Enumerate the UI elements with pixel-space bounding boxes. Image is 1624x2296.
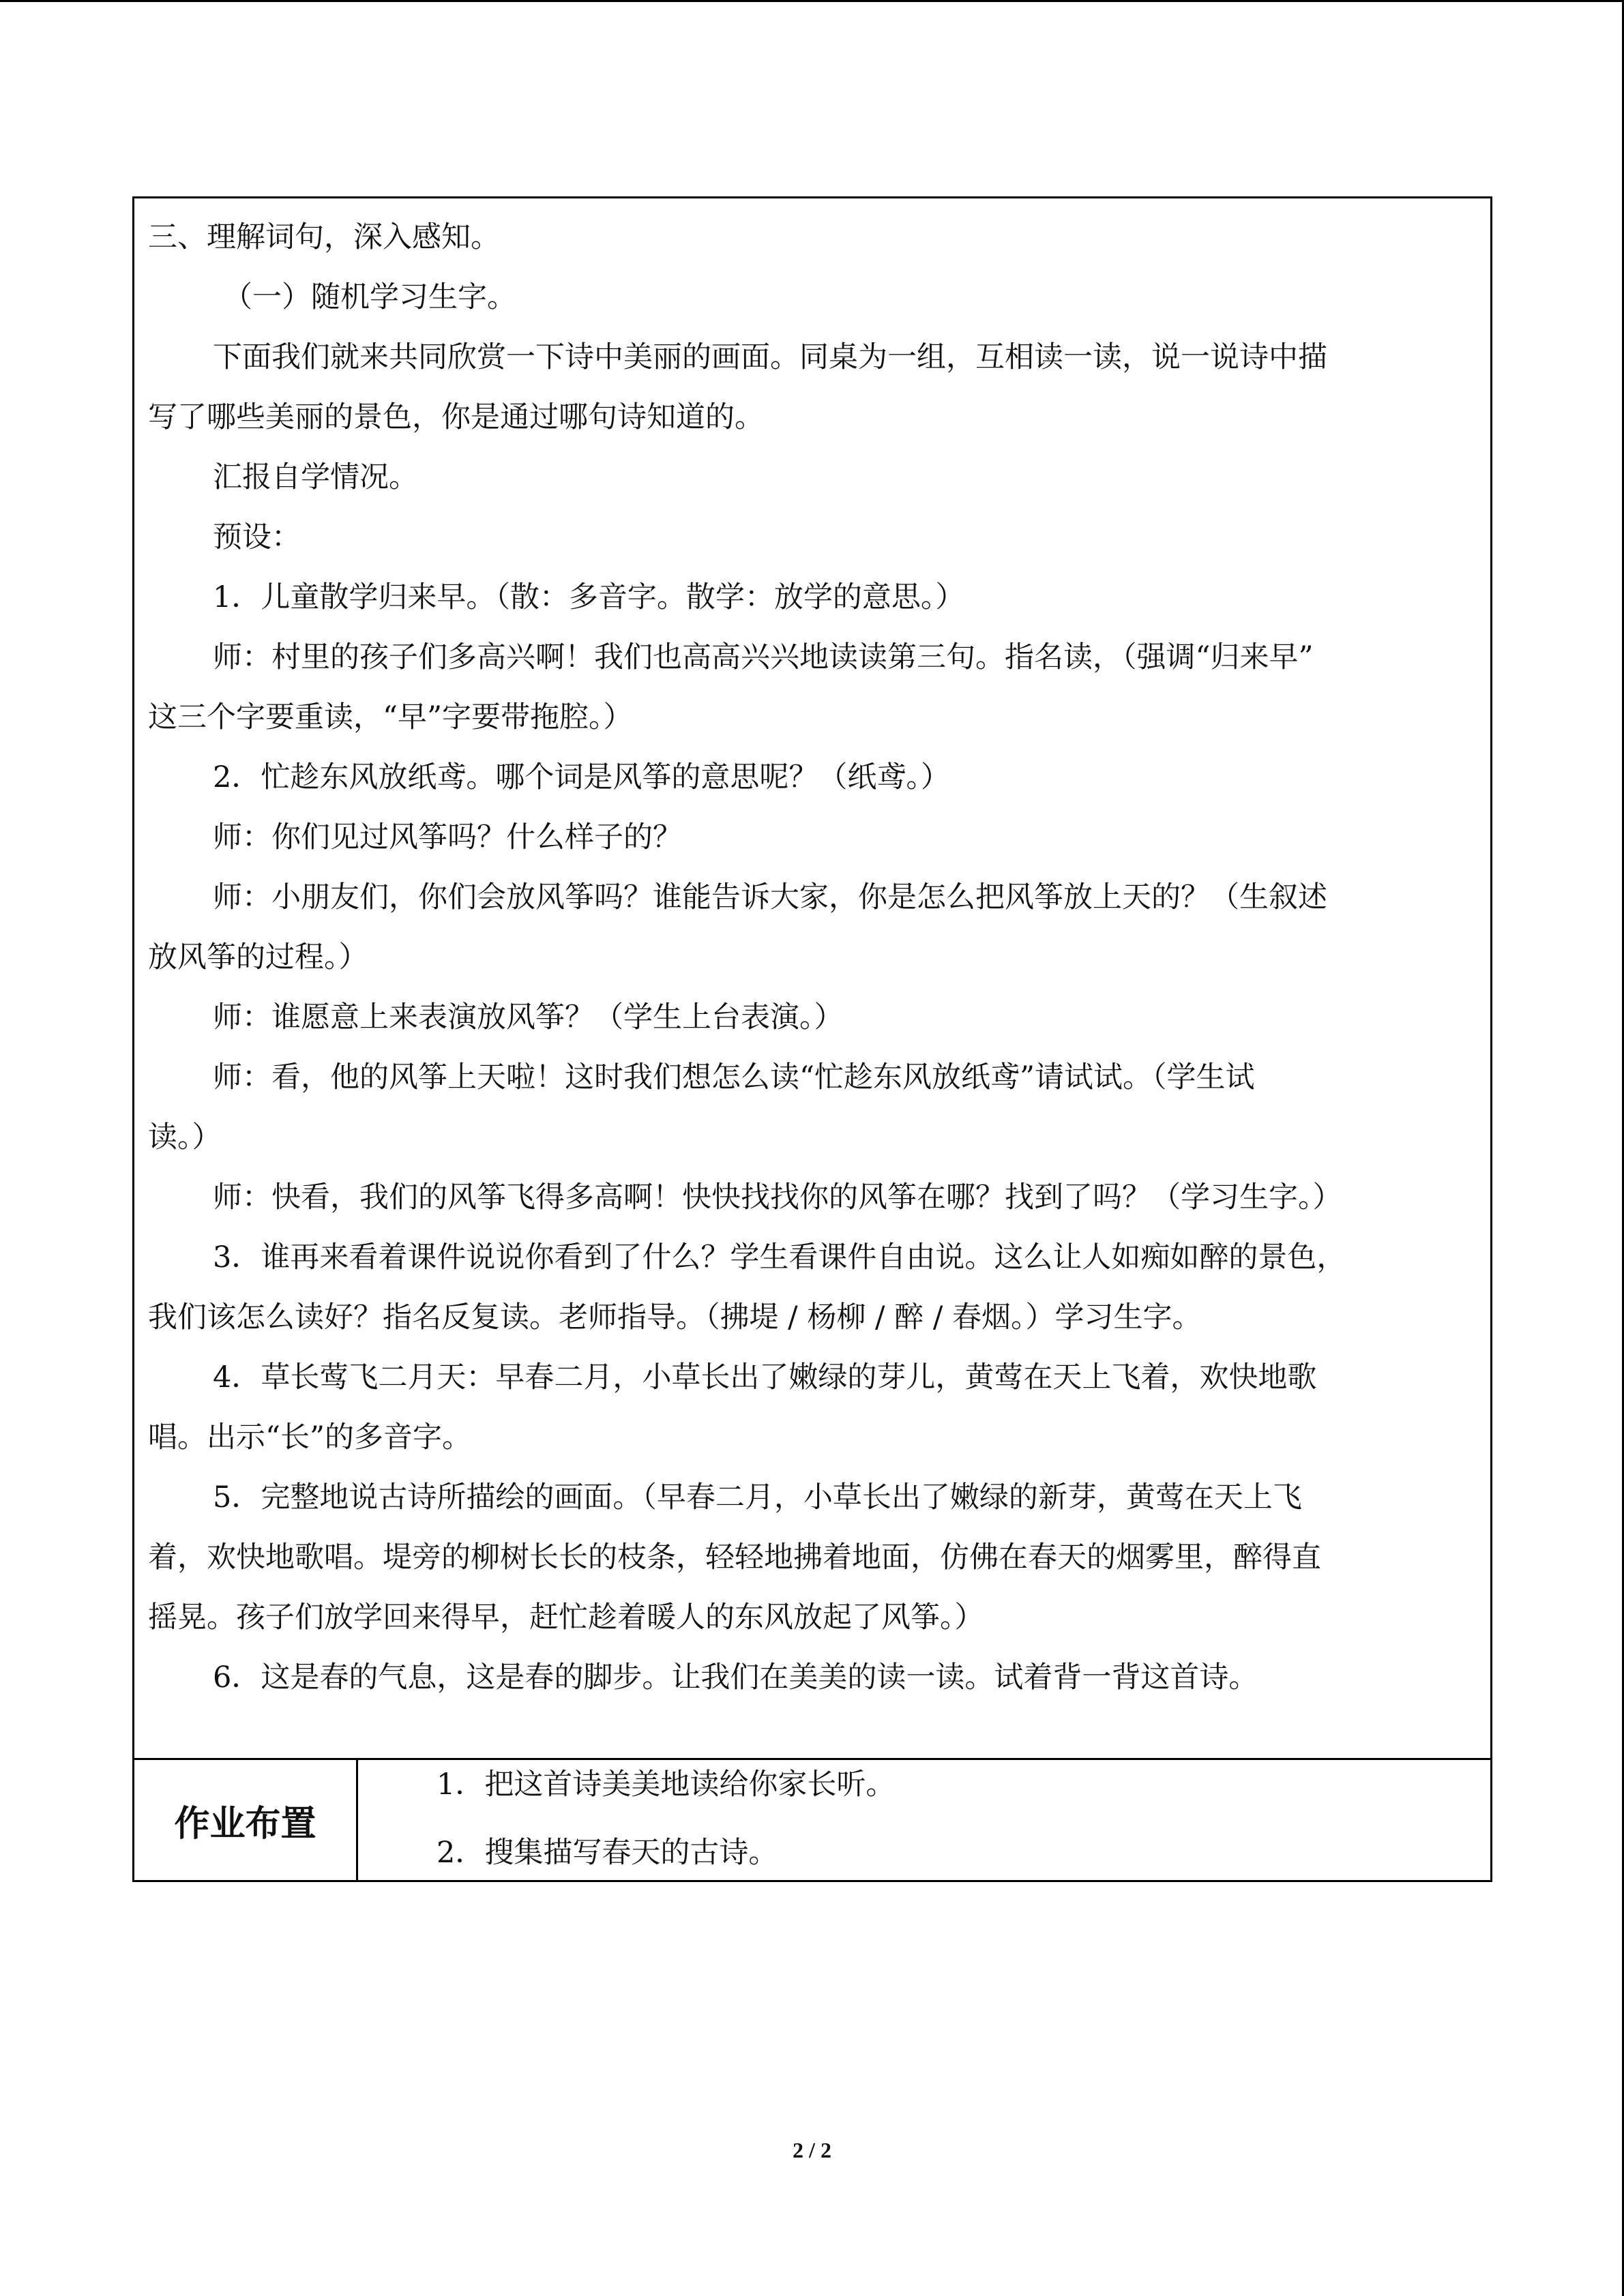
paragraph-line: 摇晃。孩子们放学回来得早，赶忙趁着暖人的东风放起了风筝。） <box>148 1600 984 1635</box>
paragraph-line: 5．完整地说古诗所描绘的画面。（早春二月，小草长出了嫩绿的新芽，黄莺在天上飞 <box>213 1480 1302 1515</box>
lesson-table <box>132 196 1492 1882</box>
paragraph-line: 放风筝的过程。） <box>148 940 368 974</box>
paragraph-line: 师：小朋友们，你们会放风筝吗？谁能告诉大家，你是怎么把风筝放上天的？（生叙述 <box>213 880 1327 914</box>
paragraph-line: 我们该怎么读好？指名反复读。老师指导。（拂堤 / 杨柳 / 醉 / 春烟。）学习生字。 <box>148 1300 1202 1335</box>
paragraph-line: 6．这是春的气息，这是春的脚步。让我们在美美的读一读。试着背一背这首诗。 <box>213 1660 1258 1695</box>
paragraph-line: 下面我们就来共同欣赏一下诗中美丽的画面。同桌为一组，互相读一读，说一说诗中描 <box>213 340 1327 374</box>
paragraph-line: 这三个字要重读，“早”字要带拖腔。） <box>148 700 633 734</box>
paragraph-line: 读。） <box>148 1120 222 1154</box>
lesson-content-cell <box>134 198 1490 1760</box>
paragraph-line: 写了哪些美丽的景色，你是通过哪句诗知道的。 <box>148 400 764 434</box>
section-heading: 三、理解词句，深入感知。 <box>148 220 500 254</box>
paragraph-line: 师：你们见过风筝吗？什么样子的？ <box>213 820 682 854</box>
paragraph-line: 着，欢快地歌唱。堤旁的柳树长长的枝条，轻轻地拂着地面，仿佛在春天的烟雾里，醉得直 <box>148 1540 1321 1575</box>
paragraph-line: 师：谁愿意上来表演放风筝？（学生上台表演。） <box>213 1000 844 1034</box>
subsection-heading: （一）随机学习生字。 <box>223 280 516 314</box>
homework-item: 1．把这首诗美美地读给你家长听。 <box>437 1768 896 1802</box>
homework-content <box>358 1760 1490 1880</box>
homework-label: 作业布置 <box>134 1760 358 1880</box>
paragraph-line: 师：快看，我们的风筝飞得多高啊！快快找找你的风筝在哪？找到了吗？（学习生字。） <box>213 1180 1342 1214</box>
homework-row <box>134 1760 1490 1880</box>
paragraph-line: 4．草长莺飞二月天：早春二月，小草长出了嫩绿的芽儿，黄莺在天上飞着，欢快地歌 <box>213 1360 1317 1395</box>
page-number: 2 / 2 <box>793 2138 831 2162</box>
paragraph-line: 汇报自学情况。 <box>213 460 418 494</box>
paragraph-line: 师：村里的孩子们多高兴啊！我们也高高兴兴地读读第三句。指名读，（强调“归来早” <box>213 640 1314 674</box>
paragraph-line: 2．忙趁东风放纸鸢。哪个词是风筝的意思呢？（纸鸢。） <box>213 760 950 794</box>
homework-item: 2．搜集描写春天的古诗。 <box>437 1836 778 1870</box>
paragraph-line: 预设： <box>213 520 301 554</box>
paragraph-line: 3．谁再来看着课件说说你看到了什么？学生看课件自由说。这么让人如痴如醉的景色， <box>213 1240 1346 1274</box>
paragraph-line: 师：看，他的风筝上天啦！这时我们想怎么读“忙趁东风放纸鸢”请试试。（学生试 <box>213 1060 1255 1094</box>
paragraph-line: 唱。出示“长”的多音字。 <box>148 1420 471 1455</box>
paragraph-line: 1．儿童散学归来早。（散：多音字。散学：放学的意思。） <box>213 580 965 614</box>
